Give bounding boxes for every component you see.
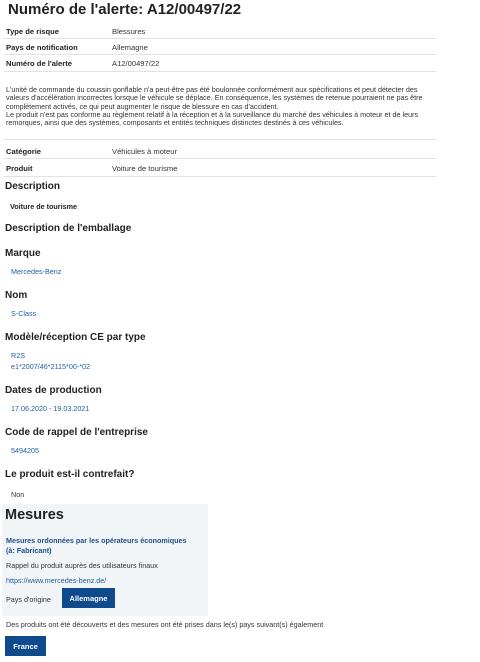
divider — [4, 71, 436, 72]
recall-code-value: 5494205 — [11, 446, 39, 455]
mesures-subheading-line: (à: Fabricant) — [6, 546, 52, 555]
origin-country-button[interactable]: Allemagne — [62, 588, 115, 608]
production-dates-heading: Dates de production — [5, 385, 102, 396]
recall-text: Rappel du produit auprès des utilisateurs finaux — [6, 561, 158, 570]
production-dates-value: 17.06.2020 - 19.03.2021 — [11, 404, 90, 413]
description-heading: Description — [5, 181, 61, 192]
brand-heading: Marque — [5, 248, 41, 259]
counterfeit-value: Non — [11, 490, 25, 499]
recall-code-heading: Code de rappel de l'entreprise — [5, 427, 148, 438]
manufacturer-link[interactable]: https://www.mercedes-benz.de/ — [6, 576, 107, 585]
risk-type-value: Blessures — [112, 27, 146, 36]
notifying-country-label: Pays de notification — [6, 43, 78, 52]
category-label: Catégorie — [6, 147, 42, 156]
mesures-subheading — [6, 536, 187, 556]
risk-description-line: remorques, ainsi que des systèmes, composants et entités techniques distinctes destinés à ces véhicules. — [6, 118, 344, 128]
risk-type-label: Type de risque — [6, 27, 60, 36]
risk-description-line: complètement activés, ce qui peut augmenter le risque de blessure en cas d'accident. — [6, 101, 279, 111]
alert-number-value: A12/00497/22 — [112, 59, 160, 68]
divider — [4, 176, 436, 177]
page-title: Numéro de l'alerte: A12/00497/22 — [8, 1, 242, 18]
divider — [4, 38, 436, 39]
product-value: Voiture de tourisme — [112, 164, 178, 173]
packaging-heading: Description de l'emballage — [5, 223, 132, 234]
risk-description — [6, 86, 436, 127]
risk-description-line: L'unité de commande du coussin gonflable n'a peut-être pas été boulonnée conformément aux spécifications et peut détecter des — [6, 85, 418, 94]
model-value-line: R2S — [11, 351, 25, 360]
product-label: Produit — [6, 164, 33, 173]
description-value: Voiture de tourisme — [10, 202, 77, 211]
divider — [4, 139, 436, 140]
divider — [4, 158, 436, 159]
risk-description-line: Le produit n'est pas conforme au règlement relatif à la réception et à la surveillance du marché des véhicules à moteur et de leurs — [6, 109, 419, 119]
other-countries-text: Des produits ont été découverts et des mesures ont été prises dans le(s) pays suivant(s) également — [6, 620, 324, 629]
origin-country-label: Pays d'origine — [6, 595, 51, 604]
notifying-country-value: Allemagne — [112, 43, 148, 52]
country-button-france[interactable]: France — [5, 636, 46, 656]
risk-description-line: valeurs d'accélération incorrectes lorsque le véhicule se déplace. En conséquence, les systèmes de retenue pourraient ne pas être — [6, 93, 423, 103]
alert-number-label: Numéro de l'alerte — [6, 59, 72, 68]
mesures-subheading-line: Mesures ordonnées par les opérateurs économiques — [6, 536, 187, 545]
counterfeit-heading: Le produit est-il contrefait? — [5, 469, 135, 480]
brand-value: Mercedes-Benz — [11, 267, 62, 276]
model-value-line: e1*2007/46*2115*00-*02 — [11, 362, 91, 371]
divider — [4, 54, 436, 55]
model-heading: Modèle/réception CE par type — [5, 332, 146, 343]
name-heading: Nom — [5, 290, 28, 301]
mesures-heading: Mesures — [5, 507, 64, 523]
category-value: Véhicules à moteur — [112, 147, 178, 156]
name-value: S-Class — [11, 309, 37, 318]
